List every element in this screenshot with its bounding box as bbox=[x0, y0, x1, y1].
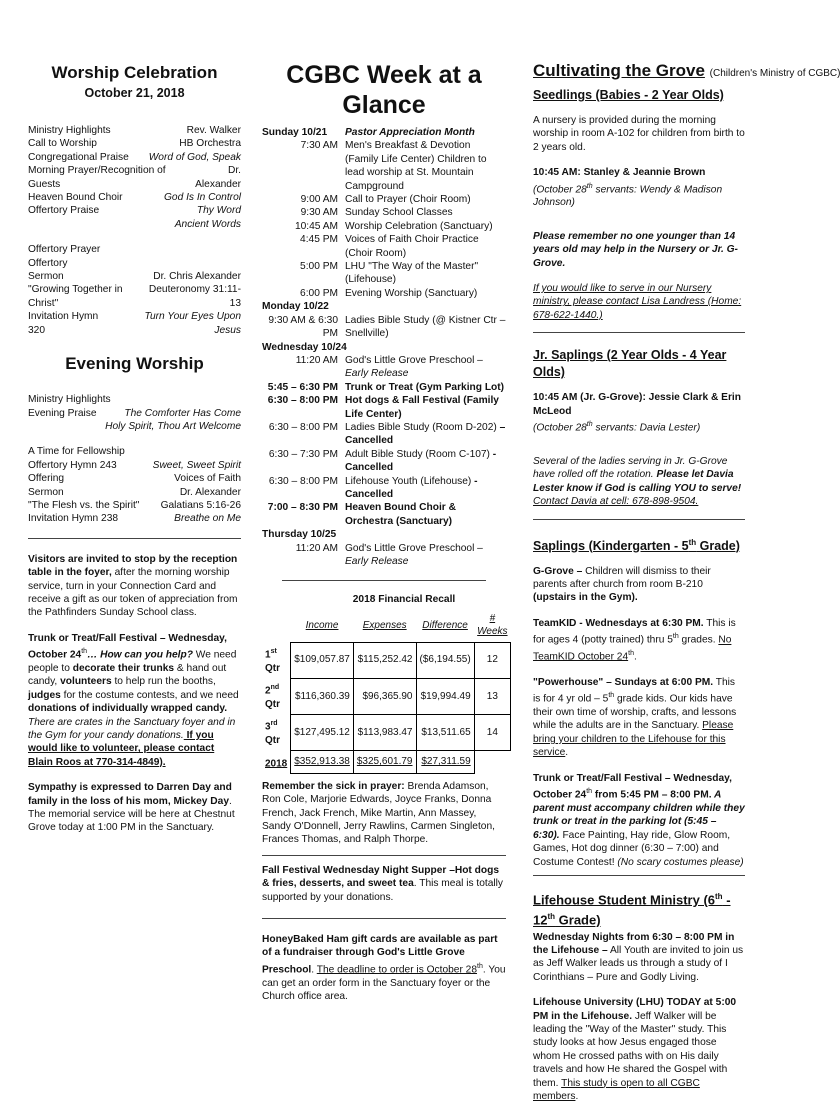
order-item bbox=[28, 283, 241, 310]
order-item bbox=[28, 420, 241, 433]
order-item bbox=[28, 270, 241, 283]
order-item-label: Call to Worship bbox=[28, 138, 97, 150]
nursery-age-note: Please remember no one younger than 14 years old may help in the Nursery or Jr. G-Grove. bbox=[533, 230, 738, 269]
quarter-label: 2018 bbox=[265, 757, 288, 769]
evening-order bbox=[28, 393, 241, 433]
seedlings-next-servers: (October 28th servants: Wendy & Madison Johnson) bbox=[533, 182, 723, 209]
seedlings-heading: Seedlings (Babies - 2 Year Olds) bbox=[533, 88, 724, 102]
order-item-label: Offertory Praise bbox=[28, 205, 100, 217]
schedule-item bbox=[262, 260, 506, 287]
trunk-treat-note: Trunk or Treat/Fall Festival – Wednesday, October 24th from 5:45 PM – 8:00 PM. A parent must accompany children while they trunk or treat in the parking lot (5:45 – 6:30). Face Painting, Hay ride, Glow Room, Games, Hot dog dinner (6:30 – 7:00) and Costume Contest! (No scary costumes please) bbox=[533, 772, 745, 868]
order-item-value: God Is In Control bbox=[163, 192, 241, 204]
sunday-label: Sunday 10/21 bbox=[262, 127, 328, 138]
financial-cell: $113,983.47 bbox=[353, 714, 416, 750]
week-column bbox=[262, 60, 506, 1003]
order-item-value: Sweet, Sweet Spirit bbox=[152, 459, 241, 471]
grove-title: Cultivating the Grove (Children's Ministry of CGBC) bbox=[533, 61, 840, 80]
powerhouse-note: "Powerhouse" – Sundays at 6:00 PM. This is for 4 yr old – 5th grade kids. Our kids have their own time of worship, crafts, and lessons while the adults are in the Sanctuary. Please bring your children to the Lifehouse for this service. bbox=[533, 676, 737, 759]
saplings-heading: Saplings (Kindergarten - 5th Grade) bbox=[533, 537, 740, 553]
schedule-time: 5:00 PM bbox=[300, 261, 338, 273]
schedule-time: 11:20 AM bbox=[295, 542, 338, 554]
jr-volunteer-note: Several of the ladies serving in Jr. G-Grove have rolled off the rotation. Please let Davia Lester know if God is calling YOU to serve! Contact Davia at cell: 678-898-9504. bbox=[533, 455, 742, 508]
order-item bbox=[28, 124, 241, 137]
order-item-label: Invitation Hymn 320 bbox=[28, 311, 99, 336]
schedule-time: 9:30 AM bbox=[300, 207, 338, 219]
schedule-desc: LHU "The Way of the Master" (Lifehouse) bbox=[345, 261, 479, 286]
order-item bbox=[28, 191, 241, 204]
order-item-label: Offertory Hymn 243 bbox=[28, 459, 117, 471]
order-item-value: HB Orchestra bbox=[179, 138, 241, 150]
order-item-label: Ministry Highlights bbox=[28, 125, 111, 136]
order-item-label: A Time for Fellowship bbox=[28, 446, 125, 458]
lifehouse-heading: Lifehouse Student Ministry (6th - 12th Grade) bbox=[533, 891, 731, 928]
schedule-time: 6:30 – 8:00 PM bbox=[268, 421, 338, 433]
trunk-note: Trunk or Treat/Fall Festival – Wednesday, October 24th… How can you help? We need people to decorate their trunks & hand out candy, volunteers to help run the booths, judges for the costume contests, and we need donations of individually wrapped candy. There are crates in the Sanctuary foyer and in the Gym for your candy donations. If you would like to volunteer, please contact Blain Roos at 770-314-4849). bbox=[28, 632, 239, 768]
schedule-item bbox=[262, 354, 506, 381]
quarter-label: 2nd Qtr bbox=[265, 684, 280, 710]
financial-cell: 14 bbox=[474, 714, 510, 750]
order-item-value: Galatians 5:16-26 bbox=[160, 499, 241, 511]
evening-order-2 bbox=[28, 445, 241, 525]
order-item-value: Thy Word bbox=[196, 205, 241, 217]
schedule-time: 4:45 PM bbox=[300, 234, 338, 246]
worship-title: Worship Celebration bbox=[51, 63, 218, 82]
teamkid-note: TeamKID - Wednesdays at 6:30 PM. This is for ages 4 (potty trained) thru 5th grades. No TeamKID October 24th. bbox=[533, 617, 736, 663]
monday-schedule bbox=[262, 314, 506, 341]
order-item-label: Sermon bbox=[28, 486, 64, 498]
schedule-time: 7:00 – 8:30 PM bbox=[267, 502, 338, 514]
order-item bbox=[28, 204, 241, 217]
financial-cell: $96,365.90 bbox=[353, 678, 416, 714]
order-item-label: "The Flesh vs. the Spirit" bbox=[28, 499, 140, 511]
order-item-label: Evening Praise bbox=[28, 407, 97, 419]
sunday-schedule bbox=[262, 139, 506, 300]
order-item-label: Offering bbox=[28, 473, 65, 485]
jr-servers: 10:45 AM (Jr. G-Grove): Jessie Clark & Erin McLeod bbox=[533, 392, 741, 417]
schedule-item bbox=[262, 448, 506, 475]
order-item bbox=[28, 472, 241, 485]
sunday-heading: Pastor Appreciation Month bbox=[345, 127, 475, 138]
schedule-time: 6:30 – 8:00 PM bbox=[267, 395, 338, 407]
financial-cell: ($6,194.55) bbox=[416, 642, 474, 678]
order-item-label: Offertory Prayer bbox=[28, 244, 101, 256]
schedule-item bbox=[262, 233, 506, 260]
schedule-item bbox=[262, 314, 506, 341]
nursery-serve-contact[interactable]: If you would like to serve in our Nursery ministry, please contact Lisa Landress (Home: 678-622-1440.) bbox=[533, 283, 742, 321]
financial-cell: $19,994.49 bbox=[416, 678, 474, 714]
schedule-item bbox=[262, 287, 506, 300]
week-title: CGBC Week at a Glance bbox=[286, 61, 482, 119]
order-item-label: Ministry Highlights bbox=[28, 394, 111, 406]
schedule-desc: Lifehouse Youth (Lifehouse) - Cancelled bbox=[345, 475, 478, 500]
schedule-time: 5:45 – 6:30 PM bbox=[267, 381, 338, 393]
schedule-desc: Men's Breakfast & Devotion (Family Life Center) Children to lead worship at St. Mountain Campground bbox=[345, 140, 487, 192]
financial-cell: 12 bbox=[474, 642, 510, 678]
order-item-value: Voices of Faith bbox=[174, 473, 241, 485]
order-item bbox=[28, 257, 241, 270]
worship-date: October 21, 2018 bbox=[84, 86, 185, 100]
schedule-time: 6:30 – 8:00 PM bbox=[268, 475, 338, 487]
table-row bbox=[262, 678, 511, 714]
schedule-time: 10:45 AM bbox=[294, 220, 338, 232]
order-item-label: Offertory bbox=[28, 257, 68, 269]
ham-note: HoneyBaked Ham gift cards are available as part of a fundraiser through God's Little Grove Preschool. The deadline to order is October 28th. You can get an order form in the Sanctuary foyer or the Church office area. bbox=[262, 934, 506, 1003]
order-item bbox=[28, 137, 241, 150]
financial-cell: $116,360.39 bbox=[291, 678, 354, 714]
financial-cell: $13,511.65 bbox=[416, 714, 474, 750]
order-item bbox=[28, 512, 241, 525]
table-row bbox=[262, 751, 511, 774]
schedule-item bbox=[262, 394, 506, 421]
order-item-label: Sermon bbox=[28, 271, 64, 283]
schedule-item bbox=[262, 139, 506, 193]
order-item-value: The Comforter Has Come bbox=[124, 407, 241, 419]
order-item-value: Breathe on Me bbox=[174, 513, 241, 525]
schedule-time: 11:20 AM bbox=[295, 354, 338, 366]
order-item bbox=[28, 164, 241, 191]
jr-next-servers: (October 28th servants: Davia Lester) bbox=[533, 421, 701, 434]
sympathy-note: Sympathy is expressed to Darren Day and family in the loss of his mom, Mickey Day. The memorial service will be here at Chestnut Grove today at 1:00 PM in the Sanctuary. bbox=[28, 782, 235, 834]
schedule-time: 6:00 PM bbox=[300, 287, 338, 299]
financial-cell: 13 bbox=[474, 678, 510, 714]
order-item bbox=[28, 393, 241, 406]
order-item-label: Morning Prayer/Recognition of Guests bbox=[28, 165, 166, 190]
schedule-desc: Heaven Bound Choir & Orchestra (Sanctuary) bbox=[345, 502, 456, 527]
quarter-label: 1st Qtr bbox=[265, 648, 280, 674]
order-item bbox=[28, 310, 241, 337]
financial-cell: $352,913.38 bbox=[291, 751, 354, 774]
financial-header: Income bbox=[305, 619, 339, 631]
schedule-desc: Call to Prayer (Choir Room) bbox=[345, 194, 471, 206]
financial-cell: $325,601.79 bbox=[353, 751, 416, 774]
order-item-label: Heaven Bound Choir bbox=[28, 192, 123, 204]
schedule-desc: Worship Celebration (Sanctuary) bbox=[345, 220, 493, 232]
wednesday-label: Wednesday 10/24 bbox=[262, 341, 347, 353]
thursday-label: Thursday 10/25 bbox=[262, 529, 337, 541]
order-item bbox=[28, 243, 241, 256]
order-item-label: Congregational Praise bbox=[28, 151, 129, 163]
schedule-time: 9:00 AM bbox=[300, 194, 338, 206]
schedule-item bbox=[262, 193, 506, 206]
order-item bbox=[28, 486, 241, 499]
order-item-value: Turn Your Eyes Upon Jesus bbox=[144, 311, 241, 336]
financial-header: # Weeks bbox=[477, 612, 508, 638]
schedule-time: 9:30 AM & 6:30 PM bbox=[268, 314, 338, 340]
worship-column bbox=[28, 60, 241, 835]
financial-cell: $115,252.42 bbox=[353, 642, 416, 678]
schedule-item bbox=[262, 220, 506, 233]
order-item-value: Ancient Words bbox=[174, 218, 241, 230]
visitors-note: Visitors are invited to stop by the reception table in the foyer, after the morning worship service, turn in your Connection Card and receive a gift as our token of appreciation from the Pathfinders Sunday School class. bbox=[28, 553, 238, 619]
schedule-item bbox=[262, 381, 506, 394]
schedule-desc: Sunday School Classes bbox=[345, 207, 453, 219]
order-item-value: Word of God, Speak bbox=[148, 151, 241, 163]
order-item-value: Dr. Alexander bbox=[195, 165, 241, 190]
order-item-value: Rev. Walker bbox=[186, 125, 241, 136]
thursday-schedule bbox=[262, 542, 506, 569]
evening-title: Evening Worship bbox=[65, 354, 204, 374]
schedule-desc: God's Little Grove Preschool – Early Release bbox=[345, 542, 483, 567]
order-item bbox=[28, 151, 241, 164]
financial-table bbox=[262, 609, 511, 774]
order-item-value: Holy Spirit, Thou Art Welcome bbox=[105, 420, 241, 432]
wednesday-schedule bbox=[262, 354, 506, 528]
supper-note: Fall Festival Wednesday Night Supper –Hot dogs & fries, desserts, and sweet tea. This meal is totally supported by your donations. bbox=[262, 864, 504, 903]
ggrove-note: G-Grove – Children will dismiss to their parents after church from room B-210 (upstairs in the Gym). bbox=[533, 565, 711, 604]
schedule-desc: Ladies Bible Study (@ Kistner Ctr – Snellville) bbox=[345, 314, 506, 340]
order-item bbox=[28, 459, 241, 472]
schedule-time: 6:30 – 7:30 PM bbox=[268, 448, 338, 460]
schedule-desc: Adult Bible Study (Room C-107) - Cancelled bbox=[345, 448, 497, 474]
table-row bbox=[262, 642, 511, 678]
prayer-note: Remember the sick in prayer: Brenda Adamson, Ron Cole, Marjorie Edwards, Joyce Franks, Donna French, Jack French, Mike Martin, Ann Massey, Sandy O'Donnell, Jerry Rawlins, Carmen Singleton, Frances Thomas, and Ralph Thorpe. bbox=[262, 780, 495, 846]
schedule-desc: Ladies Bible Study (Room D-202) – Cancelled bbox=[345, 421, 506, 447]
table-row bbox=[262, 714, 511, 750]
schedule-item bbox=[262, 421, 506, 448]
jr-saplings-heading: Jr. Saplings (2 Year Olds - 4 Year Olds) bbox=[533, 348, 727, 380]
quarter-label: 3rd Qtr bbox=[265, 720, 280, 747]
order-item-label: Invitation Hymn 238 bbox=[28, 513, 119, 525]
order-item bbox=[28, 218, 241, 231]
order-item-value: Dr. Alexander bbox=[179, 486, 241, 498]
order-item-value: Dr. Chris Alexander bbox=[153, 271, 241, 283]
seedlings-servers: 10:45 AM: Stanley & Jeannie Brown bbox=[533, 167, 706, 179]
financial-cell: $27,311.59 bbox=[416, 751, 474, 774]
financial-cell: $109,057.87 bbox=[291, 642, 354, 678]
order-item bbox=[28, 407, 241, 420]
seedlings-text: A nursery is provided during the morning worship in room A-102 for children from birth to 2 years old. bbox=[533, 115, 745, 153]
financial-header: Difference bbox=[422, 619, 468, 631]
financial-title: 2018 Financial Recall bbox=[352, 594, 456, 606]
schedule-desc: Evening Worship (Sanctuary) bbox=[345, 287, 478, 299]
order-item bbox=[28, 499, 241, 512]
morning-order bbox=[28, 124, 241, 231]
schedule-time: 7:30 AM bbox=[300, 140, 338, 152]
order-item bbox=[28, 445, 241, 458]
morning-order-2 bbox=[28, 243, 241, 337]
schedule-desc: God's Little Grove Preschool – Early Release bbox=[345, 354, 483, 380]
monday-label: Monday 10/22 bbox=[262, 301, 329, 313]
financial-cell: $127,495.12 bbox=[291, 714, 354, 750]
schedule-desc: Trunk or Treat (Gym Parking Lot) bbox=[345, 381, 505, 393]
schedule-desc: Voices of Faith Choir Practice (Choir Room) bbox=[345, 234, 479, 259]
schedule-item bbox=[262, 475, 506, 502]
schedule-item bbox=[262, 501, 506, 528]
schedule-item bbox=[262, 206, 506, 219]
schedule-desc: Hot dogs & Fall Festival (Family Life Center) bbox=[345, 395, 499, 420]
financial-cell bbox=[474, 751, 510, 774]
lifehouse-wednesday-note: Wednesday Nights from 6:30 – 8:00 PM in the Lifehouse – All Youth are invited to join us as Jeff Walker leads us through a study of I Corinthians – Pure and Godly Living. bbox=[533, 931, 744, 983]
financial-header: Expenses bbox=[362, 619, 407, 631]
schedule-item bbox=[262, 542, 506, 569]
order-item-value: Deuteronomy 31:11-13 bbox=[148, 284, 241, 309]
lhu-note: Lifehouse University (LHU) TODAY at 5:00 PM in the Lifehouse. Jeff Walker will be leading the "Way of the Master" study. This study looks at how Jesus engaged those whom He crossed paths with on His daily travels and how He shared the Gospel with them. This study is open to all CGBC members. bbox=[533, 997, 737, 1103]
order-item-label: "Growing Together in Christ" bbox=[28, 284, 123, 309]
grove-column bbox=[533, 60, 840, 1103]
